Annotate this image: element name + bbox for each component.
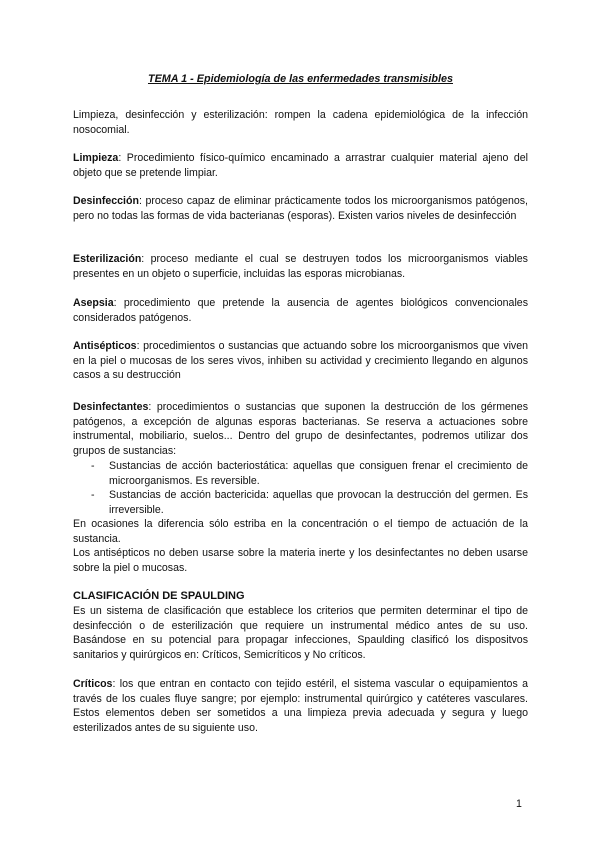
term-desinfectantes: Desinfectantes xyxy=(73,401,149,413)
definition-antisepticos: Antisépticos: procedimientos o sustancias que actuando sobre los microorganismos que viven en la piel o mucosas de los seres vivos, inhiben su actividad y crecimiento llegando en algunos casos a su destrucción xyxy=(73,340,528,382)
definition-asepsia: Asepsia: procedimiento que pretende la ausencia de agentes biológicos convencionales considerados patógenos. xyxy=(73,297,528,324)
definition-criticos: Críticos: los que entran en contacto con tejido estéril, el sistema vascular o equipamientos a través de los cuales fluye sangre; por ejemplo: instrumental quirúrgico y catéteres vasculares. Estos elementos deben ser sometidos a una limpieza previa adecuada y segura y luego esterilizados antes de su siguiente uso. xyxy=(73,678,529,734)
definition-desinfeccion-text: proceso capaz de eliminar prácticamente todos los microorganismos patógenos, pero no todas las formas de vida bacterianas (esporas). Existen varios niveles de desinfección xyxy=(73,195,529,222)
definition-limpieza-text: Procedimiento físico-químico encaminado a arrastrar cualquier material ajeno del objeto que se pretende limpiar. xyxy=(73,152,528,179)
section-heading-spaulding: CLASIFICACIÓN DE SPAULDING xyxy=(73,590,245,602)
document-page xyxy=(73,0,528,848)
definition-desinfeccion: Desinfección: proceso capaz de eliminar prácticamente todos los microorganismos patógenos, pero no todas las formas de vida bacterianas (esporas). Existen varios niveles de desinfección xyxy=(73,195,529,222)
term-esterilizacion: Esterilización xyxy=(73,253,142,265)
term-limpieza: Limpieza xyxy=(73,152,119,164)
definition-esterilizacion-text: proceso mediante el cual se destruyen todos los microorganismos viables presentes en un objeto o superficie, incluidas las esporas microbianas. xyxy=(73,253,528,280)
list-item: - Sustancias de acción bacteriostática: aquellas que consiguen frenar el crecimiento de microorganismos. Es reversible. xyxy=(91,460,528,487)
substances-list xyxy=(73,459,528,517)
definition-esterilizacion: Esterilización: proceso mediante el cual se destruyen todos los microorganismos viables presentes en un objeto o superficie, incluidas las esporas microbianas. xyxy=(73,253,528,280)
list-item: - Sustancias de acción bactericida: aquellas que provocan la destrucción del germen. Es irreversible. xyxy=(91,489,528,516)
definition-limpieza: Limpieza: Procedimiento físico-químico encaminado a arrastrar cualquier material ajeno del objeto que se pretende limpiar. xyxy=(73,152,528,179)
definition-asepsia-text: procedimiento que pretende la ausencia de agentes biológicos convencionales considerados patógenos. xyxy=(73,297,528,324)
term-antisepticos: Antisépticos xyxy=(73,340,137,352)
term-criticos: Críticos xyxy=(73,678,113,690)
dash-marker: - xyxy=(91,489,95,502)
note-usage: Los antisépticos no deben usarse sobre la materia inerte y los desinfectantes no deben usarse sobre la piel o mucosas. xyxy=(73,547,528,574)
definition-desinfectantes: Desinfectantes: procedimientos o sustancias que suponen la destrucción de los gérmenes patógenos, a excepción de algunas esporas bacterianas. Se reserva a actuaciones sobre instrumental, mobiliario, suelos... Dentro del grupo de desinfectantes, podremos utilizar dos grupos de sustancias: xyxy=(73,401,528,457)
definition-antisepticos-text: procedimientos o sustancias que actuando sobre los microorganismos que viven en la piel o mucosas de los seres vivos, inhiben su actividad y crecimiento llegando en algunos casos a su destrucción xyxy=(73,340,528,382)
definition-desinfectantes-text: procedimientos o sustancias que suponen la destrucción de los gérmenes patógenos, a excepción de algunas esporas bacterianas. Se reserva a actuaciones sobre instrumental, mobiliario, suelos... Dentro del grupo de desinfectantes, podremos utilizar dos grupos de sustancias: xyxy=(73,401,528,457)
page-number: 1 xyxy=(516,798,522,810)
page-title: TEMA 1 - Epidemiología de las enfermedades transmisibles xyxy=(147,73,453,85)
term-desinfeccion: Desinfección xyxy=(73,195,139,207)
term-asepsia: Asepsia xyxy=(73,297,114,309)
dash-marker: - xyxy=(91,460,95,472)
spaulding-paragraph: Es un sistema de clasificación que establece los criterios que permiten determinar el tipo de desinfección o de esterilización que requiere un instrumental médico antes de su uso. Basándose en su potencial para propagar infecciones, Spaulding clasificó los dispositvos sanitarios y quirúrgicos en: Críticos, Semicríticos y No críticos. xyxy=(73,605,528,661)
intro-paragraph: Limpieza, desinfección y esterilización: rompen la cadena epidemiológica de la infección nosocomial. xyxy=(73,109,528,136)
note-concentration: En ocasiones la diferencia sólo estriba en la concentración o el tiempo de actuación de la sustancia. xyxy=(73,518,528,545)
definition-criticos-text: los que entran en contacto con tejido estéril, el sistema vascular o equipamientos a través de los cuales fluye sangre; por ejemplo: instrumental quirúrgico y catéteres vasculares. Estos elementos deben ser sometidos a una limpieza previa adecuada y segura y luego esterilizados antes de su siguiente uso. xyxy=(73,678,529,734)
